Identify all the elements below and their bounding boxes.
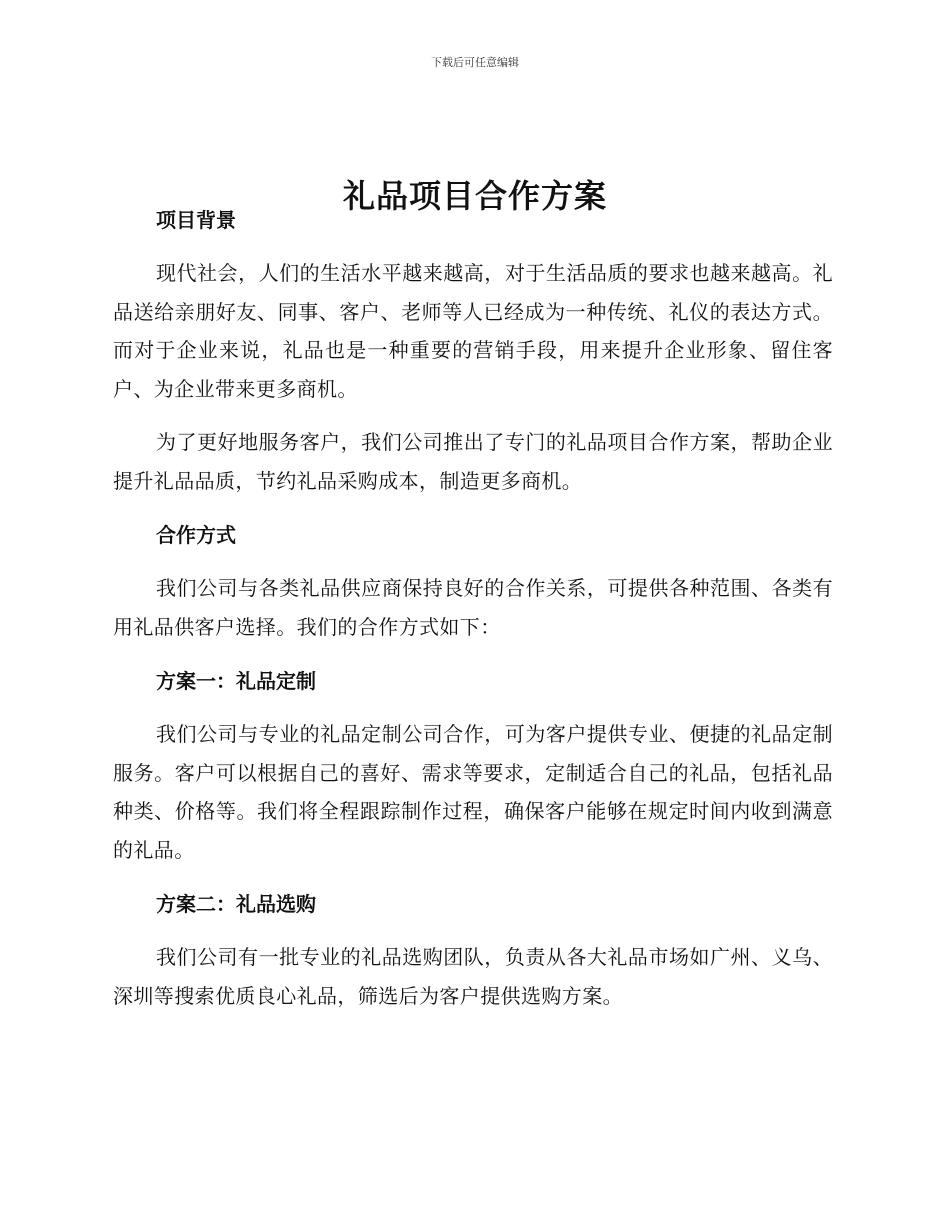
document-title: 礼品项目合作方案 <box>342 177 607 216</box>
section-heading: 项目背景 <box>156 208 236 232</box>
paragraph: 我们公司与各类礼品供应商保持良好的合作关系，可提供各种范围、各类有用礼品供客户选择。我们的合作方式如下： <box>113 576 833 639</box>
section-plan-two <box>113 884 833 1015</box>
header-note: 下载后可任意编辑 <box>431 56 519 69</box>
section-project-background <box>113 200 833 515</box>
paragraph: 为了更好地服务客户，我们公司推出了专门的礼品项目合作方案，帮助企业提升礼品品质，节约礼品采购成本，制造更多商机。 <box>113 430 833 493</box>
section-heading: 方案一：礼品定制 <box>156 669 316 693</box>
paragraph: 现代社会，人们的生活水平越来越高，对于生活品质的要求也越来越高。礼品送给亲朋好友、同事、客户、老师等人已经成为一种传统、礼仪的表达方式。而对于企业来说，礼品也是一种重要的营销手段，用来提升企业形象、留住客户、为企业带来更多商机。 <box>113 261 833 401</box>
section-plan-one <box>113 661 833 884</box>
document-body <box>113 200 833 1015</box>
section-cooperation-mode <box>113 515 833 661</box>
section-heading: 合作方式 <box>156 523 236 547</box>
paragraph: 我们公司与专业的礼品定制公司合作，可为客户提供专业、便捷的礼品定制服务。客户可以根据自己的喜好、需求等要求，定制适合自己的礼品，包括礼品种类、价格等。我们将全程跟踪制作过程，确保客户能够在规定时间内收到满意的礼品。 <box>113 722 833 862</box>
paragraph: 我们公司有一批专业的礼品选购团队，负责从各大礼品市场如广州、义乌、深圳等搜索优质良心礼品，筛选后为客户提供选购方案。 <box>113 945 833 1008</box>
section-heading: 方案二：礼品选购 <box>156 892 316 916</box>
